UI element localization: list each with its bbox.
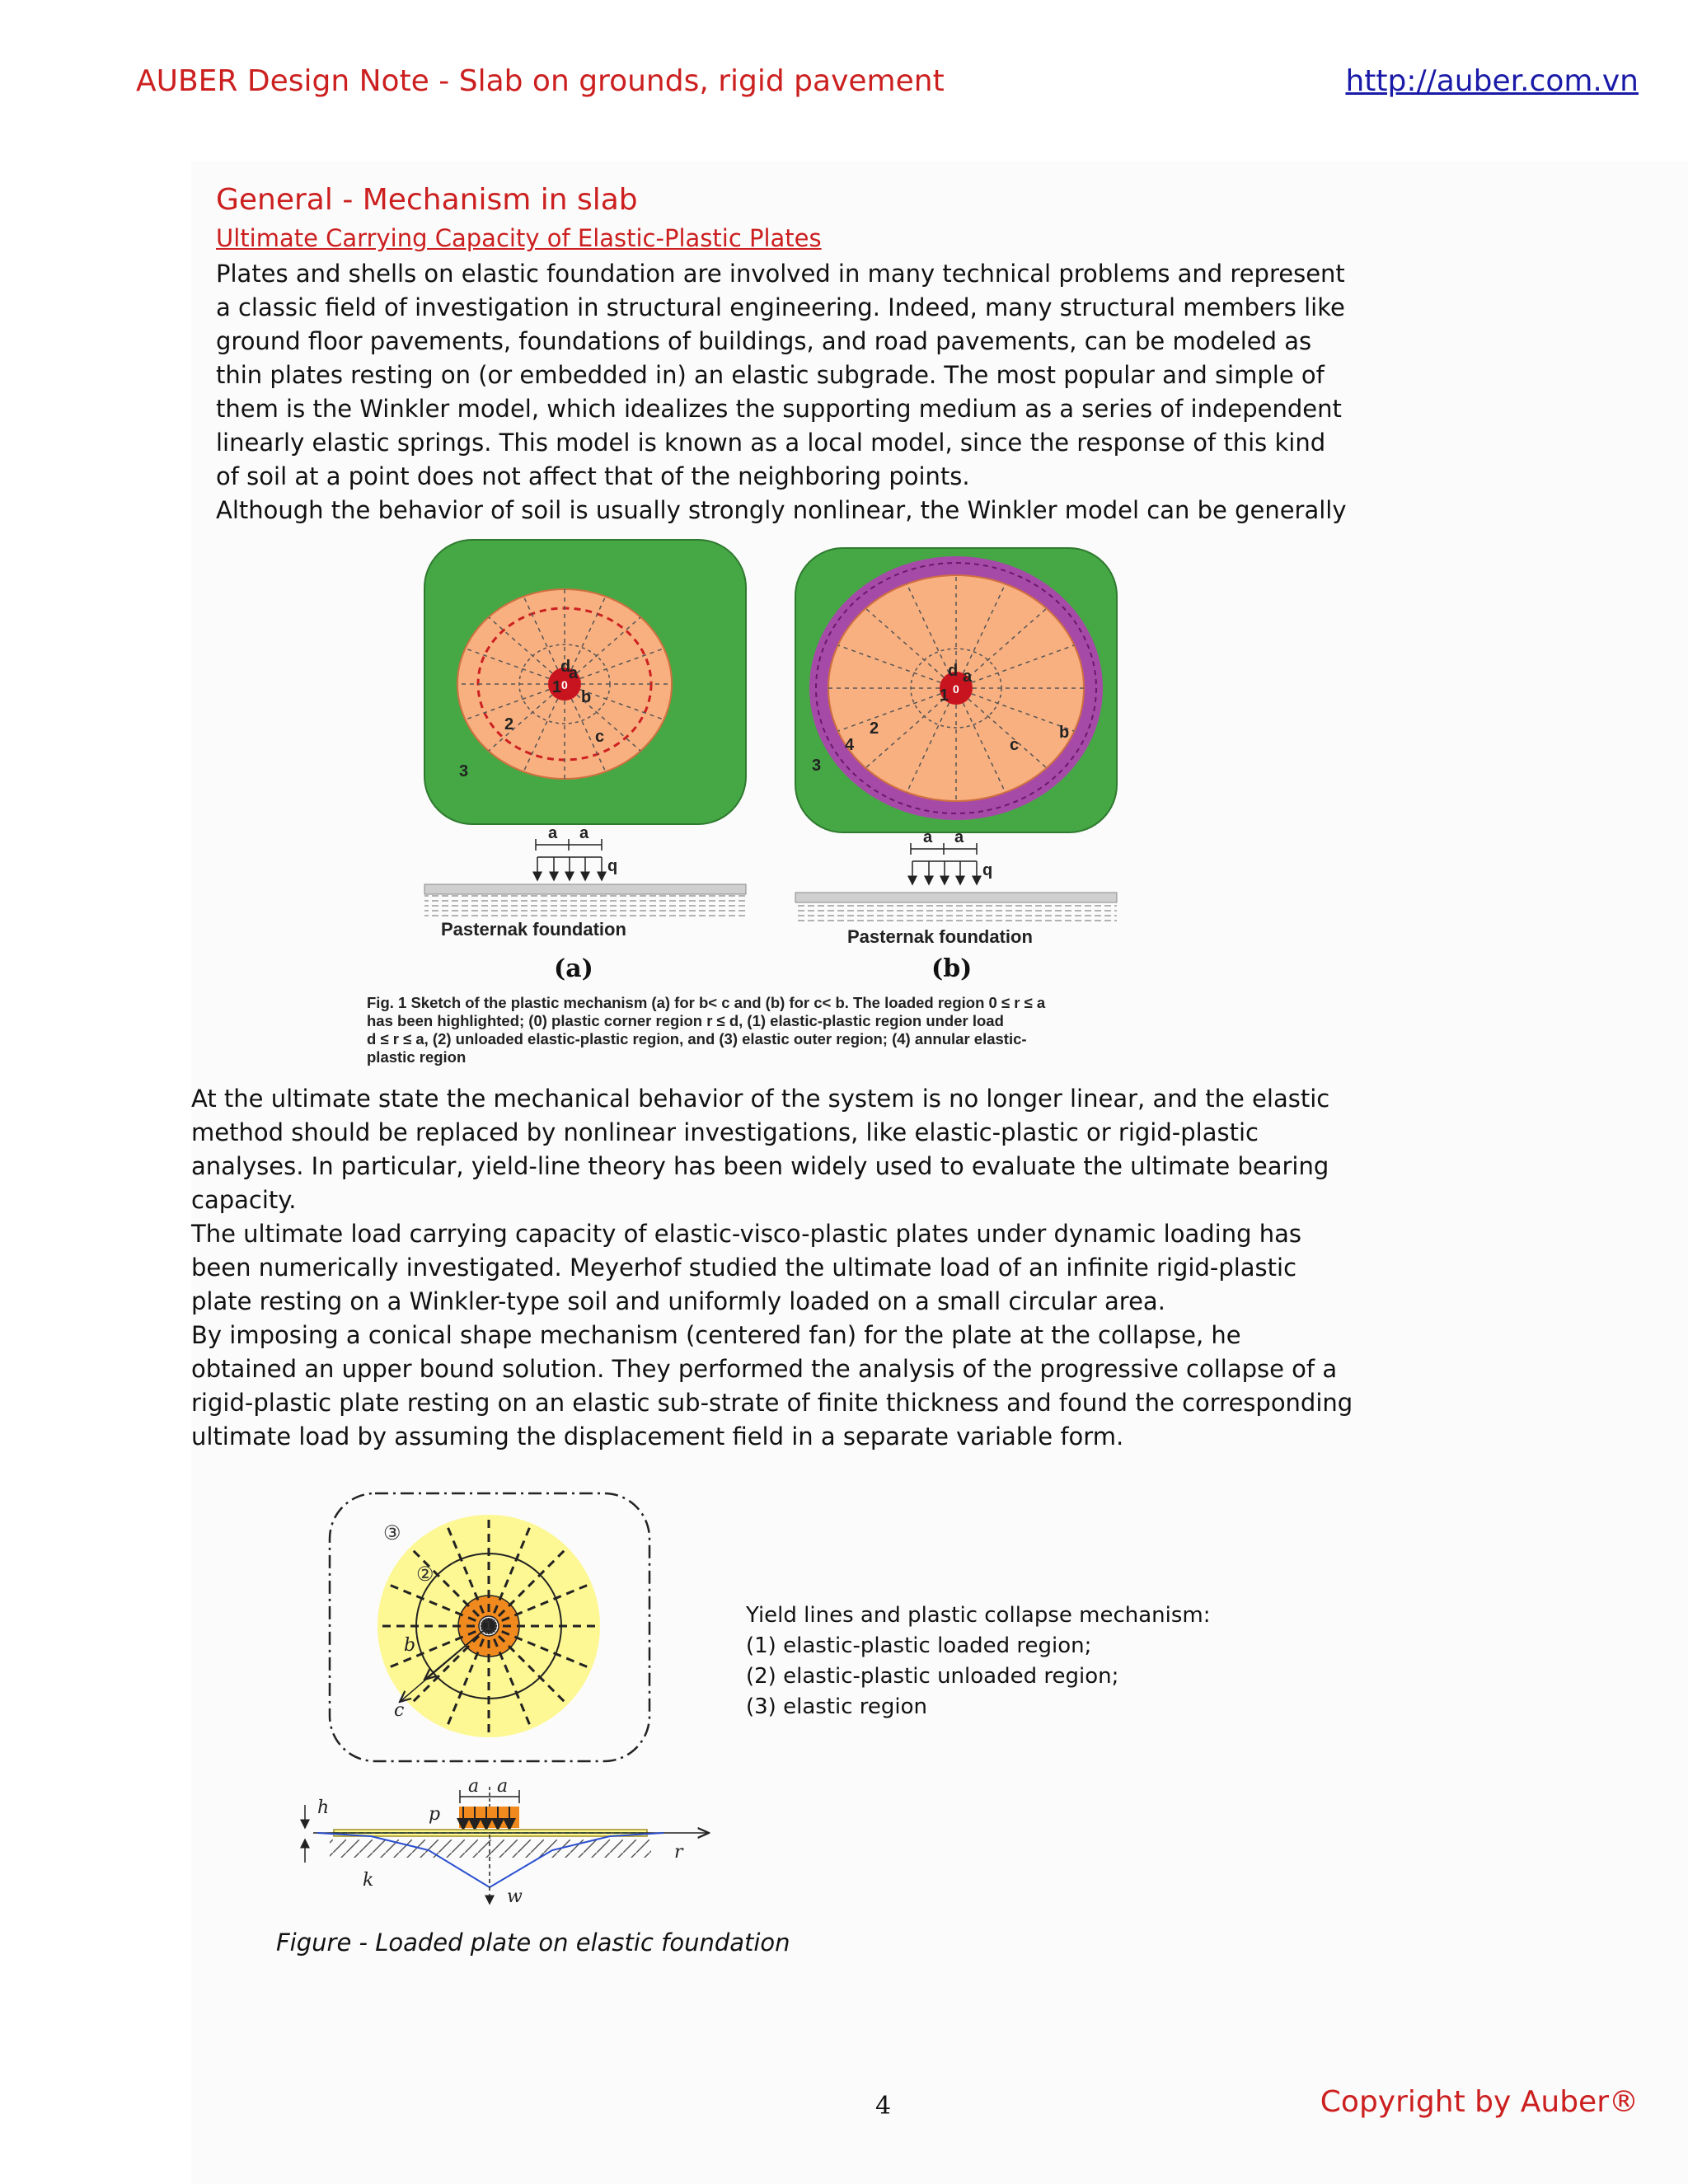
paragraph-text: Although the behavior of soil is usually strongly nonlinear, the Winkler model can be generally: [216, 496, 1347, 524]
label-p: p: [429, 1804, 441, 1825]
region-mark: ①: [480, 1615, 498, 1638]
label-w: w: [507, 1886, 523, 1907]
foundation-hatch: [424, 895, 746, 916]
region-mark: ②: [416, 1563, 434, 1586]
figure-plastic-mechanism: [363, 527, 1187, 1071]
region-label: 1: [552, 678, 562, 696]
dim-label: a: [569, 664, 579, 682]
dim-label: 0: [953, 682, 959, 696]
region-label: 3: [812, 757, 822, 775]
dim-label: c: [595, 728, 605, 746]
figure-loaded-plate: [280, 1483, 725, 1920]
load-dim: a: [548, 824, 558, 842]
figure-caption-line: plastic region: [367, 1048, 467, 1066]
load-dim: a: [923, 828, 933, 846]
label-a: a: [497, 1776, 509, 1797]
paragraph-text: By imposing a conical shape mechanism (centered fan) for the plate at the collapse, he obtained an upper bound solution. They performed the analysis of the progressive collapse of a rigid-plastic plate resting on an elastic sub-strate of finite thickness and found the corresponding ultimate load by assuming the displacement field in a separate variable form.: [191, 1321, 1353, 1451]
page-number: 4: [875, 2092, 892, 2121]
section-subtitle: Ultimate Carrying Capacity of Elastic-Plastic Plates: [216, 224, 822, 252]
header-title: AUBER Design Note - Slab on grounds, rigid pavement: [136, 64, 945, 98]
paragraph-text: At the ultimate state the mechanical behavior of the system is no longer linear, and the elastic method should be replaced by nonlinear investigations, like elastic-plastic or rigid-plastic analyses. In particular, yield-line theory has been widely used to evaluate the ultimate bearing capacity.: [191, 1085, 1330, 1214]
paragraph-text: The ultimate load carrying capacity of elastic-visco-plastic plates under dynamic loading has been numerically investigated. Meyerhof studied the ultimate load of an infinite rigid-plastic plate resting on a Winkler-type soil and uniformly loaded on a small circular area.: [191, 1220, 1301, 1315]
foundation-hatch: [795, 903, 1117, 925]
panel-b: [795, 548, 1117, 983]
section-title: General - Mechanism in slab: [216, 183, 638, 217]
region-label: 1: [940, 687, 950, 705]
load-dim: a: [954, 828, 964, 846]
dim-label: d: [948, 662, 959, 680]
dim-label: 0: [561, 678, 568, 691]
foundation-label: Pasternak foundation: [847, 926, 1033, 947]
paragraph-intro: [216, 257, 1353, 527]
figure2-legend: [746, 1601, 1211, 1722]
load-dim: a: [579, 824, 589, 842]
dim-label: c: [1010, 736, 1020, 754]
panel-tag: (b): [931, 954, 973, 983]
label-k: k: [363, 1870, 374, 1891]
dim-label: d: [560, 658, 571, 676]
label-c: c: [394, 1700, 405, 1721]
legend-line: (1) elastic-plastic loaded region;: [746, 1633, 1092, 1658]
region-label: 2: [504, 715, 514, 733]
legend-line: (3) elastic region: [746, 1694, 927, 1719]
label-r: r: [674, 1842, 683, 1863]
region-mark: ③: [383, 1521, 401, 1544]
label-h: h: [317, 1797, 330, 1818]
figure-caption-line: Fig. 1 Sketch of the plastic mechanism (a) for b< c and (b) for c< b. The loaded region 0 ≤ r ≤ a: [367, 994, 1046, 1011]
foundation-label: Pasternak foundation: [441, 919, 626, 940]
region-label: 4: [845, 736, 855, 754]
plate: [795, 893, 1117, 902]
figure-caption-line: d ≤ r ≤ a, (2) unloaded elastic-plastic region, and (3) elastic outer region; (4) annular elastic-: [367, 1030, 1027, 1047]
paragraph-text: Plates and shells on elastic foundation are involved in many technical problems and represent a classic field of investigation in structural engineering. Indeed, many structural members like ground floor pavements, foundations of buildings, and road pavements, can be modeled as thin plates resting on (or embedded in) an elastic subgrade. The most popular and simple of them is the Winkler model, which idealizes the supporting medium as a series of independent linearly elastic springs. This model is known as a local model, since the response of this kind of soil at a point does not affect that of the neighboring points.: [216, 260, 1345, 490]
panel-a: [424, 540, 746, 983]
region-label: 3: [459, 762, 469, 780]
label-a: a: [468, 1776, 480, 1797]
paragraph-ultimate-state: [191, 1082, 1353, 1454]
legend-line: (2) elastic-plastic unloaded region;: [746, 1664, 1119, 1689]
header-link[interactable]: http://auber.com.vn: [1345, 64, 1639, 98]
soil-hatch: [330, 1840, 651, 1858]
panel-tag: (a): [554, 954, 593, 983]
label-b: b: [404, 1635, 416, 1656]
copyright-notice: Copyright by Auber®: [1320, 2085, 1639, 2119]
dim-label: b: [1059, 724, 1070, 742]
load-label: q: [982, 861, 993, 879]
figure2-caption: Figure - Loaded plate on elastic foundation: [276, 1929, 790, 1957]
legend-line: Yield lines and plastic collapse mechanism:: [746, 1603, 1211, 1628]
region-label: 2: [870, 719, 879, 738]
dim-label: a: [963, 668, 973, 686]
plate: [424, 884, 746, 894]
load-label: q: [607, 857, 618, 875]
dim-label: b: [581, 688, 592, 706]
figure-caption-line: has been highlighted; (0) plastic corner region r ≤ d, (1) elastic-plastic region under load: [367, 1012, 1004, 1029]
applied-load: [459, 1807, 519, 1828]
